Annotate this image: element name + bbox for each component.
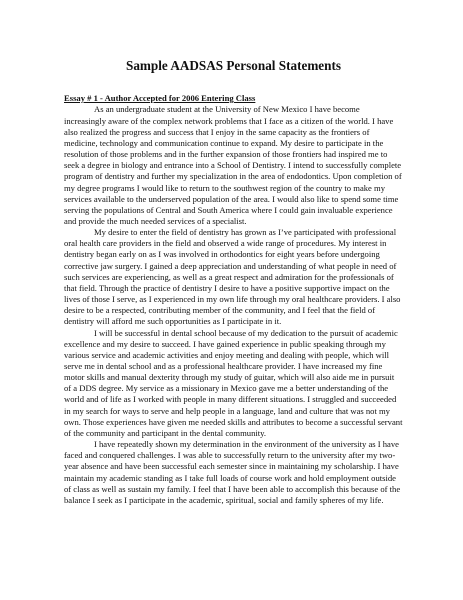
paragraph-1: As an undergraduate student at the University of New Mexico I have become increasingly aware of the complex network problems that I face as a citizen of the world. I have also realized the progress and success that I enjoy in the same capacity as the frontiers of medicine, technology and communication continue to expand. My desire to participate in the resolution of those problems and in the further expansion of those frontiers had inspired me to seek a degree in biology and entrance into a School of Dentistry. I intend to successfully complete program of dentistry and further my specialization in the area of endodontics. Upon completion of my degree programs I would like to return to the southwest region of the country to make my services available to the underserved population of the area. I would also like to spend some time serving the populations of Central and South America where I could gain invaluable experience and provide the much needed services of a specialist. — [64, 104, 402, 226]
paragraph-3: I will be successful in dental school because of my dedication to the pursuit of academic excellence and my desire to succeed. I have gained experience in public speaking through my various service and academic activities and enjoy meeting and dealing with people, which will serve me in dental school and as a professional healthcare provider. I have increased my fine motor skills and manual dexterity through my study of guitar, which will also aide me in pursuit of a DDS degree. My service as a missionary in Mexico gave me a better understanding of the world and of life as I worked with people in many different situations. I struggled and succeeded in my search for ways to serve and help people in a language, land and culture that was not my own. Those experiences have given me needed skills and attributes to become a successful servant of the community and participant in the dental community. — [64, 327, 403, 438]
paragraph-2: My desire to enter the field of dentistry has grown as I’ve participated with professional oral health care providers in the field and observed a wide range of procedures. My interest in dentistry began early on as I was involved in orthodontics for eight years before undergoing corrective jaw surgery. I gained a deep appreciation and understanding of what people in need of such services are experiencing, as well as a great respect and admiration for the professionals of that field. Through the practice of dentistry I desire to have a positive supportive impact on the lives of those I serve, as I experienced in my own life through my oral healthcare providers. I also desire to be a respected, contributing member of the community, and I feel that the field of dentistry will afford me such opportunities as I participate in it. — [64, 227, 401, 327]
document-title: Sample AADSAS Personal Statements — [125, 58, 342, 73]
essay-heading: Essay # 1 - Author Accepted for 2006 Entering Class — [64, 93, 256, 103]
paragraph-4: I have repeatedly shown my determination in the environment of the university as I have faced and conquered challenges. I was able to successfully return to the university after my two-year absence and have been successful each semester since in maintaining my scholarship. I have maintain my academic standing as I take full loads of course work and hold employment outside of class as well as sustain my family. I feel that I have been able to accomplish this because of the balance I seek as I participate in the academic, spiritual, social and family spheres of my life. — [64, 439, 401, 505]
